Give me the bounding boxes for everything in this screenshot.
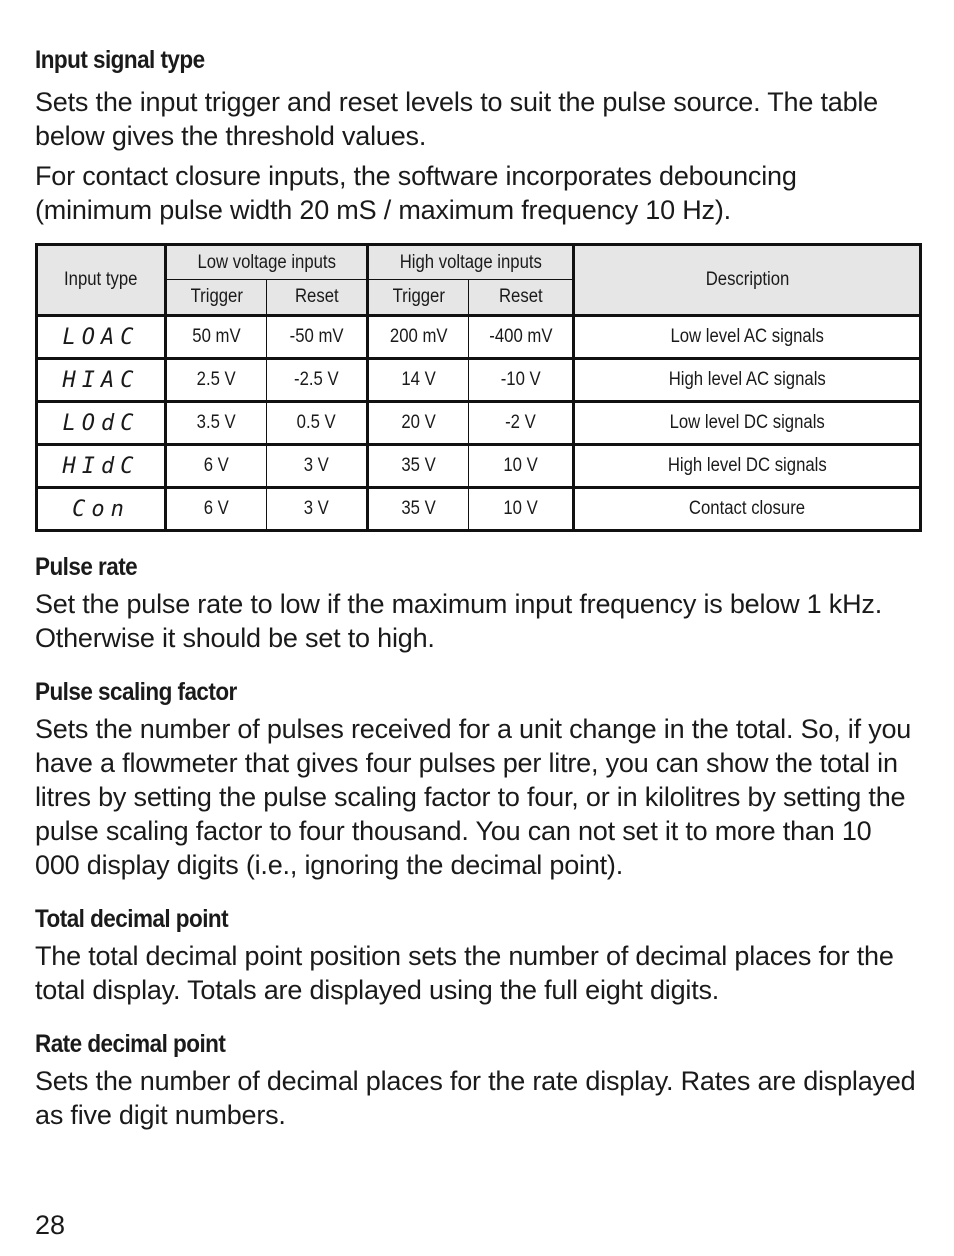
high-trigger-cell: 35 V <box>368 445 469 488</box>
table-row <box>37 445 921 488</box>
header-input-type: Input type <box>37 245 166 316</box>
section-paragraph: Sets the number of decimal places for the rate display. Rates are displayed as five digit numbers. <box>35 1066 916 1130</box>
table-row <box>37 488 921 531</box>
input-type-code: HIAC <box>37 359 166 402</box>
high-trigger-cell: 200 mV <box>368 316 469 359</box>
high-reset-cell: -2 V <box>469 402 574 445</box>
low-trigger-cell: 50 mV <box>166 316 267 359</box>
low-trigger-cell: 6 V <box>166 488 267 531</box>
section-paragraph: For contact closure inputs, the software incorporates debouncing (minimum pulse width 20 mS / maximum frequency 10 Hz). <box>35 161 797 225</box>
input-type-code: LOAC <box>37 316 166 359</box>
page-number: 28 <box>35 1210 66 1240</box>
section-paragraph: Sets the number of pulses received for a unit change in the total. So, if you have a flowmeter that gives four pulses per litre, you can show the total in litres by setting the pulse scaling factor to four, or in kilolitres by setting the pulse scaling factor to four thousand. You can not set it to more than 10 000 display digits (i.e., ignoring the decimal point). <box>35 714 912 880</box>
section-title-total-decimal-point: Total decimal point <box>35 905 229 933</box>
table-row <box>37 359 921 402</box>
low-trigger-cell: 6 V <box>166 445 267 488</box>
manual-page <box>35 40 919 1132</box>
low-reset-cell: -50 mV <box>267 316 368 359</box>
input-type-code: LOdC <box>37 402 166 445</box>
low-reset-cell: -2.5 V <box>267 359 368 402</box>
section-title-input-signal-type: Input signal type <box>35 46 205 74</box>
description-cell: High level AC signals <box>574 359 921 402</box>
low-reset-cell: 3 V <box>267 488 368 531</box>
header-description: Description <box>574 245 921 316</box>
section-paragraph: Set the pulse rate to low if the maximum input frequency is below 1 kHz. Otherwise it should be set to high. <box>35 589 883 653</box>
description-cell: High level DC signals <box>574 445 921 488</box>
header-low-voltage-inputs: Low voltage inputs <box>166 245 368 280</box>
table-row <box>37 316 921 359</box>
section-title-pulse-scaling-factor: Pulse scaling factor <box>35 678 237 706</box>
header-low-trigger: Trigger <box>166 280 267 316</box>
section-title-pulse-rate: Pulse rate <box>35 553 138 581</box>
header-low-reset: Reset <box>267 280 368 316</box>
section-title-rate-decimal-point: Rate decimal point <box>35 1030 226 1058</box>
high-reset-cell: 10 V <box>469 445 574 488</box>
high-reset-cell: 10 V <box>469 488 574 531</box>
header-high-voltage-inputs: High voltage inputs <box>368 245 574 280</box>
section-paragraph: The total decimal point position sets the number of decimal places for the total display. Totals are displayed using the full eight digits. <box>35 941 894 1005</box>
description-cell: Low level AC signals <box>574 316 921 359</box>
low-trigger-cell: 3.5 V <box>166 402 267 445</box>
input-type-code: Con <box>37 488 166 531</box>
low-reset-cell: 0.5 V <box>267 402 368 445</box>
input-type-threshold-table <box>35 243 922 532</box>
high-trigger-cell: 35 V <box>368 488 469 531</box>
header-high-reset: Reset <box>469 280 574 316</box>
description-cell: Contact closure <box>574 488 921 531</box>
low-reset-cell: 3 V <box>267 445 368 488</box>
description-cell: Low level DC signals <box>574 402 921 445</box>
high-reset-cell: -400 mV <box>469 316 574 359</box>
section-paragraph: Sets the input trigger and reset levels to suit the pulse source. The table below gives the threshold values. <box>35 87 879 151</box>
high-trigger-cell: 20 V <box>368 402 469 445</box>
low-trigger-cell: 2.5 V <box>166 359 267 402</box>
table-row <box>37 402 921 445</box>
header-high-trigger: Trigger <box>368 280 469 316</box>
high-trigger-cell: 14 V <box>368 359 469 402</box>
input-type-code: HIdC <box>37 445 166 488</box>
high-reset-cell: -10 V <box>469 359 574 402</box>
